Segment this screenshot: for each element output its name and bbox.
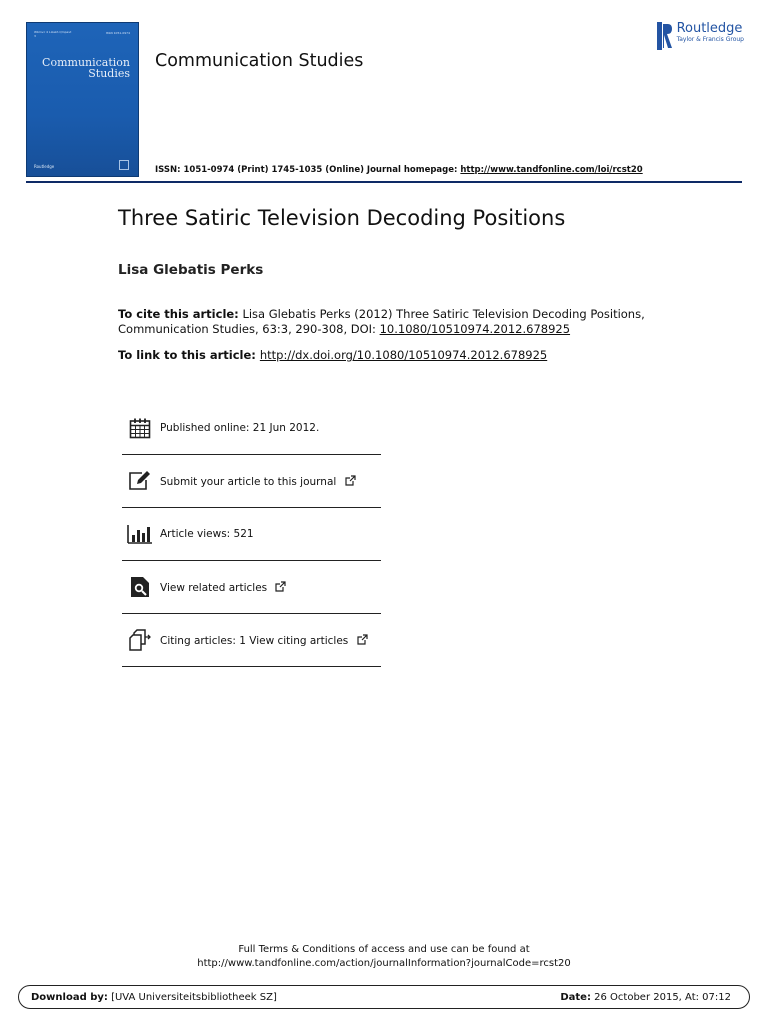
article-title: Three Satiric Television Decoding Positions [118, 206, 566, 230]
meta-citing-articles[interactable] [122, 614, 381, 667]
external-link-icon [275, 581, 286, 592]
terms-and-conditions [0, 943, 768, 971]
brand-subtitle: Taylor & Francis Group [676, 36, 744, 43]
article-meta-list [122, 402, 381, 667]
meta-related-articles[interactable] [122, 561, 381, 614]
terms-link[interactable]: http://www.tandfonline.com/action/journalInformation?journalCode=rcst20 [197, 958, 571, 969]
related-text: View related articles [160, 581, 268, 594]
meta-published [122, 402, 381, 455]
citing-text: Citing articles: 1 View citing articles [160, 634, 349, 647]
publisher-brand[interactable] [657, 22, 744, 50]
header-divider [26, 181, 742, 183]
citation-text: Lisa Glebatis Perks (2012) Three Satiric Television Decoding Positions, Communication Studies, 63:3, 290-308, DOI: [118, 307, 645, 336]
cover-logo-icon [119, 160, 129, 170]
download-info [31, 992, 277, 1003]
cover-top-left-text: Wbmvc 4 Lizakö Qmpavt 3 [34, 30, 72, 38]
views-text: Article views: 521 [160, 528, 254, 540]
cover-title-line1: Communication [42, 56, 130, 69]
journal-homepage-link[interactable]: http://www.tandfonline.com/loi/rcst20 [460, 165, 643, 175]
bar-chart-icon [127, 524, 153, 544]
date-info [560, 992, 731, 1003]
edit-icon [128, 470, 152, 492]
external-link-icon [345, 475, 356, 486]
routledge-logo-icon [657, 22, 673, 50]
article-author: Lisa Glebatis Perks [118, 262, 264, 278]
article-link-line [118, 348, 547, 362]
meta-article-views [122, 508, 381, 561]
external-link-icon [357, 634, 368, 645]
cover-title-line2: Studies [88, 67, 130, 80]
download-value: [UVA Universiteitsbibliotheek SZ] [107, 991, 277, 1003]
citation-label: To cite this article: [118, 307, 239, 321]
submit-text: Submit your article to this journal [160, 475, 337, 488]
journal-cover [26, 22, 139, 177]
cover-publisher-mark: Routledge [34, 164, 55, 169]
date-label: Date: [560, 991, 591, 1003]
citing-documents-icon [128, 629, 152, 651]
brand-name: Routledge [676, 21, 743, 36]
calendar-icon [129, 417, 151, 439]
download-label: Download by: [31, 991, 108, 1003]
terms-line1: Full Terms & Conditions of access and use can be found at [238, 944, 530, 955]
link-label: To link to this article: [118, 348, 260, 362]
cover-title [42, 57, 130, 79]
article-doi-link[interactable]: http://dx.doi.org/10.1080/10510974.2012.678925 [259, 348, 548, 362]
cover-issn-text: ISSN 1051-0974 [105, 31, 130, 35]
published-text: Published online: 21 Jun 2012. [160, 422, 320, 434]
citation-doi-link[interactable]: 10.1080/10510974.2012.678925 [379, 322, 571, 336]
issn-text: ISSN: 1051-0974 (Print) 1745-1035 (Online) Journal homepage: [155, 165, 461, 175]
journal-name: Communication Studies [155, 51, 364, 71]
date-value: 26 October 2015, At: 07:12 [590, 991, 731, 1003]
search-document-icon [130, 576, 150, 598]
citation [118, 307, 678, 337]
issn-line [155, 165, 643, 175]
download-footer [18, 985, 750, 1009]
meta-submit-article[interactable] [122, 455, 381, 508]
